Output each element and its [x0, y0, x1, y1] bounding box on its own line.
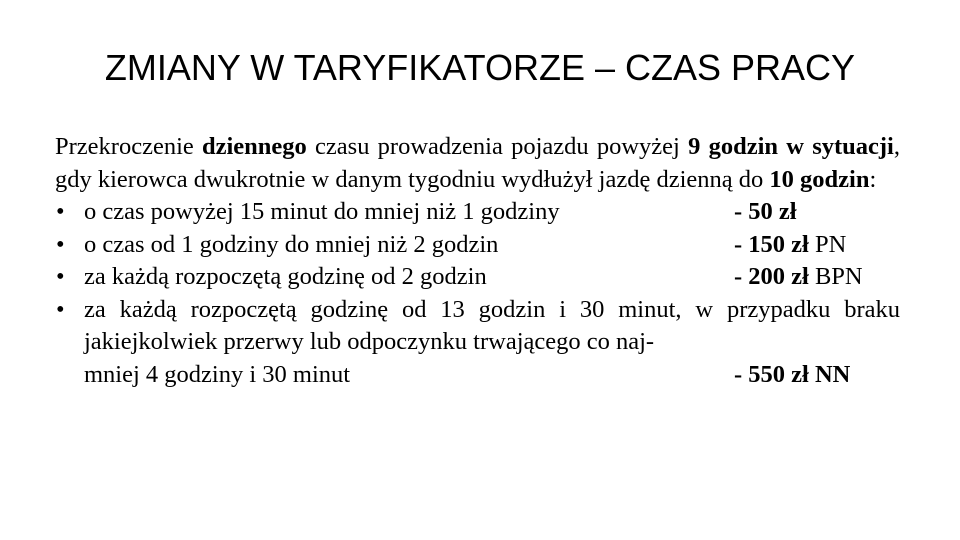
- intro-text-3: , gdy kierowca dwukrotnie w danym tygodniu wydłużył jazdę dzienną do: [55, 133, 900, 193]
- intro-bold-9-hours: 9 godzin w sytuacji: [688, 133, 894, 160]
- penalty-list: [55, 196, 900, 391]
- bullet-icon: •: [56, 198, 65, 225]
- slide-title: ZMIANY W TARYFIKATORZE – CZAS PRACY: [104, 47, 856, 88]
- list-item: [55, 196, 900, 229]
- item-text: o czas powyżej 15 minut do mniej niż 1 godziny: [84, 198, 560, 225]
- bullet-icon: •: [56, 263, 65, 290]
- item-row: [84, 261, 900, 294]
- item-text-last: mniej 4 godziny i 30 minut: [84, 360, 351, 388]
- intro-text-1: Przekroczenie: [55, 133, 202, 160]
- amount-value: - 550 zł: [734, 360, 809, 388]
- list-item: [55, 294, 900, 392]
- list-item: [55, 229, 900, 262]
- item-text: za każdą rozpoczętą godzinę od 2 godzin: [84, 263, 487, 290]
- item-row: [84, 196, 900, 229]
- item-row: [84, 229, 900, 262]
- intro-text-4: :: [869, 165, 877, 193]
- intro-bold-10-hours: 10 godzin: [769, 165, 870, 193]
- amount-code: BPN: [814, 263, 863, 290]
- item-text: za każdą rozpoczętą godzinę od 13 godzin i 30 minut, w przypadku braku jakiejkolwiek przerwy lub odpoczynku trwającego co naj-: [84, 295, 900, 355]
- amount-code: NN: [814, 360, 851, 388]
- item-row: [84, 359, 900, 392]
- amount-value: - 200 zł: [734, 263, 809, 290]
- amount-value: - 150 zł: [734, 230, 809, 258]
- slide-body: [55, 131, 900, 391]
- bullet-icon: •: [56, 295, 65, 323]
- intro-paragraph: [55, 131, 900, 196]
- amount-code: PN: [814, 230, 847, 258]
- item-amount: [734, 359, 850, 392]
- amount-value: - 50 zł: [734, 198, 797, 225]
- item-amount: [734, 261, 863, 294]
- bullet-icon: •: [56, 230, 65, 258]
- intro-bold-daily: dziennego: [201, 133, 307, 160]
- list-item: [55, 261, 900, 294]
- item-text: o czas od 1 godziny do mniej niż 2 godzin: [84, 230, 499, 258]
- item-amount: [734, 196, 797, 229]
- item-amount: [734, 229, 846, 262]
- intro-text-2: czasu prowadzenia pojazdu powyżej: [306, 133, 689, 160]
